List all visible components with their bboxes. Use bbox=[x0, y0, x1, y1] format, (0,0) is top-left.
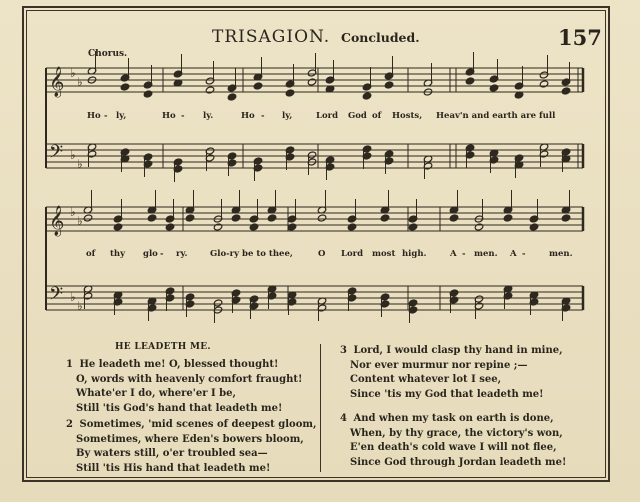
stanza-3 bbox=[340, 344, 563, 402]
lyric-word: A bbox=[510, 249, 517, 259]
note-head bbox=[347, 223, 356, 231]
note-head bbox=[503, 214, 512, 222]
lyric-word: - bbox=[181, 111, 185, 121]
flat-icon: ♭ bbox=[77, 299, 83, 313]
stanza-line: When, by thy grace, the victory's won, bbox=[350, 427, 563, 439]
note-head bbox=[561, 214, 570, 222]
note-head bbox=[307, 78, 316, 86]
lyric-word: Lord bbox=[341, 249, 364, 259]
lyric-word: ly. bbox=[203, 111, 214, 121]
lyric-word: men. bbox=[474, 249, 498, 259]
stanza-line: Nor ever murmur nor repine ;— bbox=[350, 359, 528, 371]
stanza-line: Still 'tis God's hand that leadeth me! bbox=[76, 402, 283, 414]
note-head bbox=[384, 81, 393, 89]
lyric-word: - bbox=[261, 111, 265, 121]
note-head bbox=[465, 77, 474, 85]
note-head bbox=[143, 90, 152, 98]
stanza-line: And when my task on earth is done, bbox=[353, 413, 554, 424]
note-head bbox=[253, 82, 262, 90]
note-head bbox=[147, 214, 156, 222]
stanza-4 bbox=[340, 412, 566, 470]
flat-icon: ♭ bbox=[77, 75, 83, 89]
flat-icon: ♭ bbox=[70, 66, 76, 80]
stanza-1 bbox=[66, 358, 302, 416]
flat-icon: ♭ bbox=[77, 214, 83, 228]
lyric-word: Hosts, bbox=[392, 111, 423, 121]
note-head bbox=[539, 80, 548, 88]
stanza-line: O, words with heavenly comfort fraught! bbox=[76, 373, 303, 385]
lyric-word: Ho bbox=[87, 111, 101, 121]
flat-icon: ♭ bbox=[70, 290, 76, 304]
lyric-word: Ho bbox=[162, 111, 176, 121]
flat-icon: ♭ bbox=[70, 205, 76, 219]
stanza-number: 1 bbox=[66, 359, 73, 370]
note-head bbox=[113, 223, 122, 231]
lyric-word: A bbox=[450, 249, 457, 259]
lyric-word: ly, bbox=[282, 111, 293, 121]
column-divider bbox=[320, 344, 321, 472]
note-head bbox=[205, 86, 214, 94]
lyric-word: high. bbox=[402, 249, 427, 259]
flat-icon: ♭ bbox=[70, 148, 76, 162]
note-head bbox=[165, 223, 174, 231]
bass-clef-icon: 𝄢 bbox=[49, 284, 64, 309]
lyric-word: ly, bbox=[116, 111, 127, 121]
treble-clef-icon: 𝄞 bbox=[49, 67, 65, 97]
stanza-line: Sometimes, where Eden's bowers bloom, bbox=[76, 433, 304, 445]
note-head bbox=[267, 214, 276, 222]
lyric-word: men. bbox=[549, 249, 573, 259]
lyric-word: Glo-ry be to thee, bbox=[210, 249, 293, 259]
stanza-line: Lord, I would clasp thy hand in mine, bbox=[353, 345, 563, 356]
stanza-line: He leadeth me! O, blessed thought! bbox=[79, 359, 279, 370]
lyric-word: Heav'n and earth are full bbox=[436, 111, 556, 121]
lyric-word: - bbox=[104, 111, 108, 121]
stanza-line: By waters still, o'er troubled sea— bbox=[76, 448, 268, 459]
note-head bbox=[474, 223, 483, 231]
note-head bbox=[380, 214, 389, 222]
lyric-word: - bbox=[522, 249, 526, 259]
note-head bbox=[449, 214, 458, 222]
lyric-word: most bbox=[372, 249, 396, 259]
note-head bbox=[529, 223, 538, 231]
note-head bbox=[287, 223, 296, 231]
lyric-word: - bbox=[462, 249, 466, 259]
stanza-line: Still 'tis His hand that leadeth me! bbox=[76, 462, 271, 474]
note-head bbox=[83, 214, 92, 222]
lyric-word: thy bbox=[110, 249, 126, 259]
note-head bbox=[362, 92, 371, 100]
stanza-number: 3 bbox=[340, 345, 347, 356]
note-head bbox=[213, 223, 222, 231]
note-head bbox=[231, 214, 240, 222]
note-head bbox=[489, 84, 498, 92]
hymn-tune-subtitle: Concluded. bbox=[341, 30, 420, 45]
note-head bbox=[227, 93, 236, 101]
flat-icon: ♭ bbox=[77, 157, 83, 171]
lyric-word: glo bbox=[143, 249, 158, 259]
lyric-word: O bbox=[318, 249, 326, 259]
lyric-word: ry. bbox=[176, 249, 188, 259]
page-number: 157 bbox=[558, 25, 602, 50]
lyric-word: of bbox=[372, 111, 382, 121]
note-head bbox=[408, 223, 417, 231]
chorus-label: Chorus. bbox=[88, 49, 128, 59]
note-head bbox=[561, 87, 570, 95]
hymn-title: HE LEADETH ME. bbox=[115, 342, 211, 352]
stanza-line: Sometimes, 'mid scenes of deepest gloom, bbox=[79, 419, 317, 430]
lyric-word: - bbox=[160, 249, 164, 259]
lyric-word: Ho bbox=[241, 111, 255, 121]
hymn-tune-title: TRISAGION. bbox=[212, 27, 331, 47]
stanza-line: Since God through Jordan leadeth me! bbox=[350, 456, 567, 468]
stanza-number: 2 bbox=[66, 419, 73, 430]
note-head bbox=[317, 214, 326, 222]
note-head bbox=[120, 83, 129, 91]
stanza-line: Whate'er I do, where'er I be, bbox=[76, 388, 236, 399]
note-head bbox=[185, 214, 194, 222]
stanza-line: Since 'tis my God that leadeth me! bbox=[350, 388, 544, 400]
stanza-line: E'en death's cold wave I will not flee, bbox=[350, 442, 557, 453]
stanza-2 bbox=[66, 418, 316, 476]
stanza-number: 4 bbox=[340, 413, 347, 424]
note-head bbox=[285, 89, 294, 97]
lyric-word: Lord bbox=[316, 111, 339, 121]
stanza-line: Content whatever lot I see, bbox=[350, 374, 502, 385]
lyric-word: God bbox=[348, 111, 367, 121]
note-head bbox=[249, 223, 258, 231]
lyric-word: of bbox=[86, 249, 96, 259]
bass-clef-icon: 𝄢 bbox=[49, 142, 64, 167]
treble-clef-icon: 𝄞 bbox=[49, 206, 65, 236]
